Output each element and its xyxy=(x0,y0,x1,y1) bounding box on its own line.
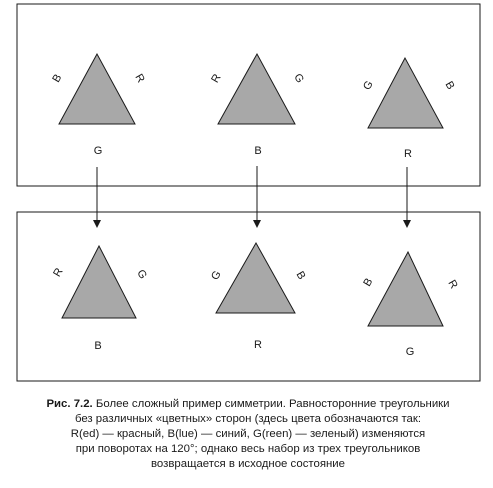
caption-line-1 xyxy=(14,397,482,412)
top-triangle-3-left-label: G xyxy=(361,78,376,93)
bottom-triangle-3-bottom-label: G xyxy=(405,346,415,358)
bottom-triangle-1-bottom-label: B xyxy=(94,340,102,352)
top-triangle-1-bottom-label: G xyxy=(93,145,103,157)
caption-line-2: без различных «цветных» сторон (здесь цвета обозначаются так: xyxy=(74,413,422,425)
bottom-triangle-3-right-label: R xyxy=(445,278,460,291)
top-triangle-1-right-label: R xyxy=(132,72,147,85)
bottom-triangle-2-right-label: B xyxy=(293,269,308,282)
top-triangle-2-bottom-label: B xyxy=(254,145,262,157)
caption-text-1: Более сложный пример симметрии. Равносторонние треугольники xyxy=(95,398,450,410)
caption-line-3: R(ed) — красный, B(lue) — синий, G(reen) — зеленый) изменяются xyxy=(70,428,426,440)
caption-line-4: при поворотах на 120°; однако весь набор из трех треугольников xyxy=(75,443,421,455)
bottom-triangle-2-left-label: G xyxy=(209,268,224,283)
top-triangle-1-left-label: B xyxy=(50,72,65,85)
top-triangle-2-left-label: R xyxy=(209,72,224,85)
bottom-triangle-2-bottom-label: R xyxy=(254,339,262,351)
top-triangle-2-right-label: G xyxy=(291,71,306,86)
top-triangle-3-right-label: B xyxy=(442,79,457,92)
figure-caption xyxy=(14,397,482,472)
top-triangle-3-bottom-label: R xyxy=(404,148,412,160)
bottom-triangle-1-left-label: R xyxy=(51,266,66,279)
caption-line-5: возвращается в исходное состояние xyxy=(151,458,345,470)
bottom-triangle-1-right-label: G xyxy=(134,267,149,282)
bottom-triangle-3-left-label: B xyxy=(361,276,376,289)
figure-label: Рис. 7.2. xyxy=(46,398,93,410)
